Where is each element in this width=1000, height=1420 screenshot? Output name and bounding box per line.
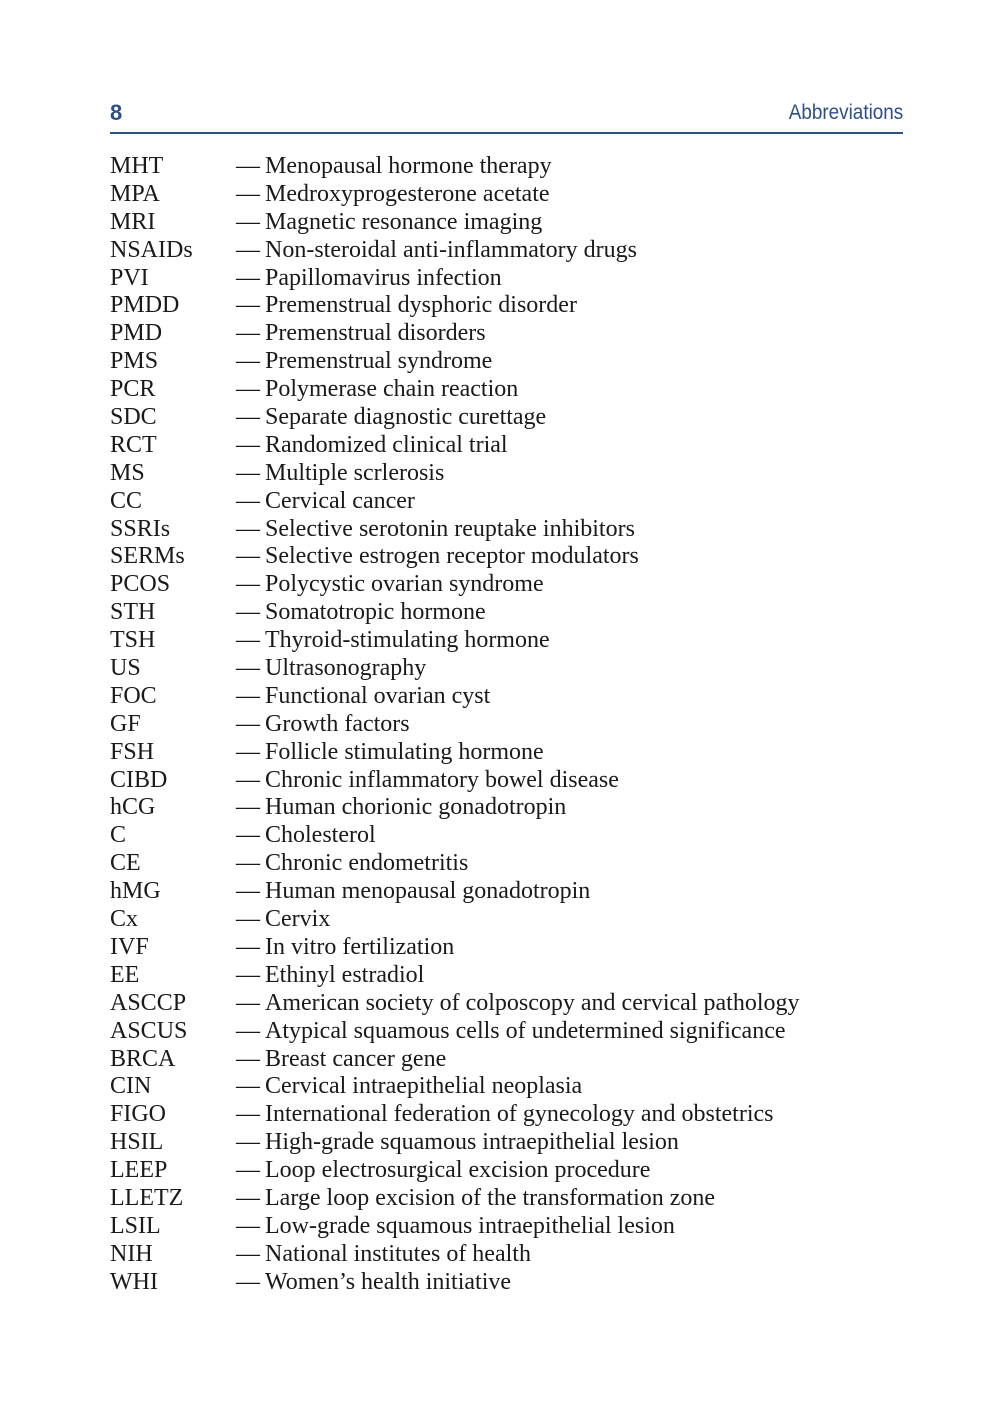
abbreviation-definition: Cholesterol [265,822,376,849]
abbreviation-definition: Breast cancer gene [265,1045,447,1072]
abbreviation-term: MS [110,459,145,486]
abbreviation-row [110,543,910,571]
abbreviation-definition: Functional ovarian cyst [265,682,491,709]
abbreviation-term: Cx [110,906,139,933]
abbreviation-definition: Follicle stimulating hormone [265,738,544,765]
em-dash: — [236,655,260,682]
abbreviation-row [110,404,910,432]
em-dash: — [236,1073,260,1100]
abbreviation-row [110,1185,910,1213]
abbreviation-definition: National institutes of health [265,1240,531,1267]
em-dash: — [236,710,260,737]
em-dash: — [236,989,260,1016]
abbreviation-definition: Separate diagnostic curettage [265,404,547,431]
abbreviation-row [110,348,910,376]
abbreviation-definition: Cervical intraepithelial neoplasia [265,1073,583,1100]
abbreviation-definition: Medroxyprogesterone acetate [265,180,550,207]
abbreviation-row [110,822,910,850]
abbreviation-definition: Magnetic resonance imaging [265,208,543,235]
abbreviation-term: WHI [110,1268,158,1295]
abbreviation-definition: Polymerase chain reaction [265,376,519,403]
abbreviation-row [110,599,910,627]
abbreviation-term: GF [110,710,141,737]
abbreviation-term: FOC [110,682,157,709]
abbreviation-row [110,376,910,404]
abbreviation-definition: Cervical cancer [265,487,415,514]
abbreviation-term: MRI [110,208,156,235]
em-dash: — [236,766,260,793]
abbreviation-list [110,153,910,1297]
abbreviation-row [110,181,910,209]
abbreviation-term: LLETZ [110,1184,184,1211]
abbreviation-row [110,153,910,181]
abbreviation-term: PVI [110,264,149,291]
em-dash: — [236,738,260,765]
abbreviation-definition: High-grade squamous intraepithelial lesion [265,1129,679,1156]
abbreviation-term: BRCA [110,1045,176,1072]
abbreviation-row [110,1073,910,1101]
em-dash: — [236,236,260,263]
em-dash: — [236,1017,260,1044]
em-dash: — [236,1157,260,1184]
abbreviation-term: CC [110,487,143,514]
abbreviation-term: LEEP [110,1157,168,1184]
abbreviation-row [110,1241,910,1269]
abbreviation-term: SSRIs [110,515,171,542]
em-dash: — [236,850,260,877]
abbreviation-row [110,1046,910,1074]
abbreviation-definition: Large loop excision of the transformation zone [265,1184,716,1211]
abbreviation-definition: Premenstrual syndrome [265,348,493,375]
abbreviation-term: FIGO [110,1101,167,1128]
page-number: 8 [110,100,123,125]
abbreviation-definition: Polycystic ovarian syndrome [265,571,544,598]
abbreviation-definition: International federation of gynecology and obstetrics [265,1101,774,1128]
abbreviation-row [110,516,910,544]
abbreviation-row [110,432,910,460]
abbreviation-term: PMDD [110,292,180,319]
abbreviation-definition: In vitro fertilization [265,933,455,960]
abbreviation-definition: Papillomavirus infection [265,264,502,291]
abbreviation-definition: Thyroid-stimulating hormone [265,627,550,654]
em-dash: — [236,487,260,514]
abbreviation-term: SERMs [110,543,185,570]
em-dash: — [236,1129,260,1156]
abbreviation-row [110,850,910,878]
abbreviation-row [110,265,910,293]
abbreviation-row [110,1213,910,1241]
abbreviation-term: MPA [110,180,160,207]
abbreviation-term: hCG [110,794,156,821]
abbreviation-definition: Premenstrual disorders [265,320,486,347]
abbreviation-term: MHT [110,153,164,179]
abbreviation-term: CIN [110,1073,152,1100]
em-dash: — [236,822,260,849]
abbreviation-definition: Ultrasonography [265,655,427,682]
abbreviation-row [110,934,910,962]
em-dash: — [236,292,260,319]
abbreviation-definition: American society of colposcopy and cervical pathology [265,989,800,1016]
abbreviation-definition: Premenstrual dysphoric disorder [265,292,577,319]
abbreviation-row [110,906,910,934]
em-dash: — [236,153,260,179]
abbreviation-definition: Somatotropic hormone [265,599,486,626]
abbreviation-definition: Selective estrogen receptor modulators [265,543,639,570]
abbreviation-row [110,739,910,767]
abbreviation-row [110,292,910,320]
abbreviation-term: US [110,655,141,682]
abbreviation-row [110,683,910,711]
em-dash: — [236,571,260,598]
em-dash: — [236,264,260,291]
em-dash: — [236,1212,260,1239]
abbreviation-term: TSH [110,627,156,654]
abbreviation-row [110,1157,910,1185]
abbreviation-row [110,655,910,683]
em-dash: — [236,1045,260,1072]
abbreviation-term: NSAIDs [110,236,193,263]
em-dash: — [236,376,260,403]
em-dash: — [236,543,260,570]
abbreviation-definition: Human menopausal gonadotropin [265,878,591,905]
em-dash: — [236,906,260,933]
abbreviation-definition: Multiple scrlerosis [265,459,445,486]
abbreviation-term: HSIL [110,1129,164,1156]
abbreviation-term: LSIL [110,1212,161,1239]
abbreviation-definition: Non-steroidal anti-inflammatory drugs [265,236,637,263]
abbreviation-term: hMG [110,878,161,905]
page-header [110,98,903,134]
abbreviation-definition: Atypical squamous cells of undetermined significance [265,1017,786,1044]
abbreviation-row [110,627,910,655]
em-dash: — [236,180,260,207]
em-dash: — [236,1101,260,1128]
abbreviation-row [110,488,910,516]
abbreviation-row [110,320,910,348]
abbreviation-row [110,209,910,237]
em-dash: — [236,682,260,709]
em-dash: — [236,459,260,486]
em-dash: — [236,1268,260,1295]
abbreviation-term: ASCCP [110,989,187,1016]
abbreviation-row [110,1018,910,1046]
abbreviation-definition: Growth factors [265,710,410,737]
abbreviation-definition: Women’s health initiative [265,1268,512,1295]
abbreviation-term: CE [110,850,141,877]
abbreviation-term: PCR [110,376,156,403]
abbreviation-definition: Human chorionic gonadotropin [265,794,567,821]
abbreviation-term: PMS [110,348,159,375]
em-dash: — [236,627,260,654]
abbreviation-term: NIH [110,1240,153,1267]
abbreviation-term: PCOS [110,571,171,598]
abbreviation-term: C [110,822,127,849]
abbreviation-definition: Selective serotonin reuptake inhibitors [265,515,635,542]
abbreviation-row [110,878,910,906]
em-dash: — [236,404,260,431]
abbreviation-definition: Cervix [265,906,331,933]
abbreviation-row [110,990,910,1018]
em-dash: — [236,878,260,905]
abbreviation-term: ASCUS [110,1017,188,1044]
abbreviation-definition: Menopausal hormone therapy [265,153,552,179]
em-dash: — [236,1184,260,1211]
abbreviation-definition: Low-grade squamous intraepithelial lesion [265,1212,675,1239]
abbreviation-term: EE [110,961,140,988]
abbreviation-term: IVF [110,933,149,960]
abbreviation-row [110,711,910,739]
abbreviation-term: STH [110,599,156,626]
abbreviation-definition: Loop electrosurgical excision procedure [265,1157,651,1184]
abbreviation-row [110,1269,910,1297]
em-dash: — [236,208,260,235]
em-dash: — [236,431,260,458]
em-dash: — [236,1240,260,1267]
em-dash: — [236,515,260,542]
abbreviation-term: SDC [110,404,157,431]
em-dash: — [236,933,260,960]
abbreviation-row [110,794,910,822]
abbreviation-row [110,571,910,599]
em-dash: — [236,320,260,347]
abbreviation-definition: Chronic endometritis [265,850,469,877]
abbreviation-row [110,460,910,488]
em-dash: — [236,961,260,988]
abbreviation-definition: Ethinyl estradiol [265,961,425,988]
abbreviation-row [110,237,910,265]
abbreviation-row [110,1129,910,1157]
abbreviation-row [110,767,910,795]
abbreviation-term: FSH [110,738,155,765]
abbreviation-term: PMD [110,320,163,347]
section-title: Abbreviations [788,101,903,124]
em-dash: — [236,794,260,821]
abbreviation-term: RCT [110,431,157,458]
em-dash: — [236,599,260,626]
abbreviation-row [110,962,910,990]
abbreviation-term: CIBD [110,766,168,793]
abbreviation-row [110,1101,910,1129]
abbreviation-definition: Chronic inflammatory bowel disease [265,766,619,793]
abbreviation-definition: Randomized clinical trial [265,431,508,458]
em-dash: — [236,348,260,375]
